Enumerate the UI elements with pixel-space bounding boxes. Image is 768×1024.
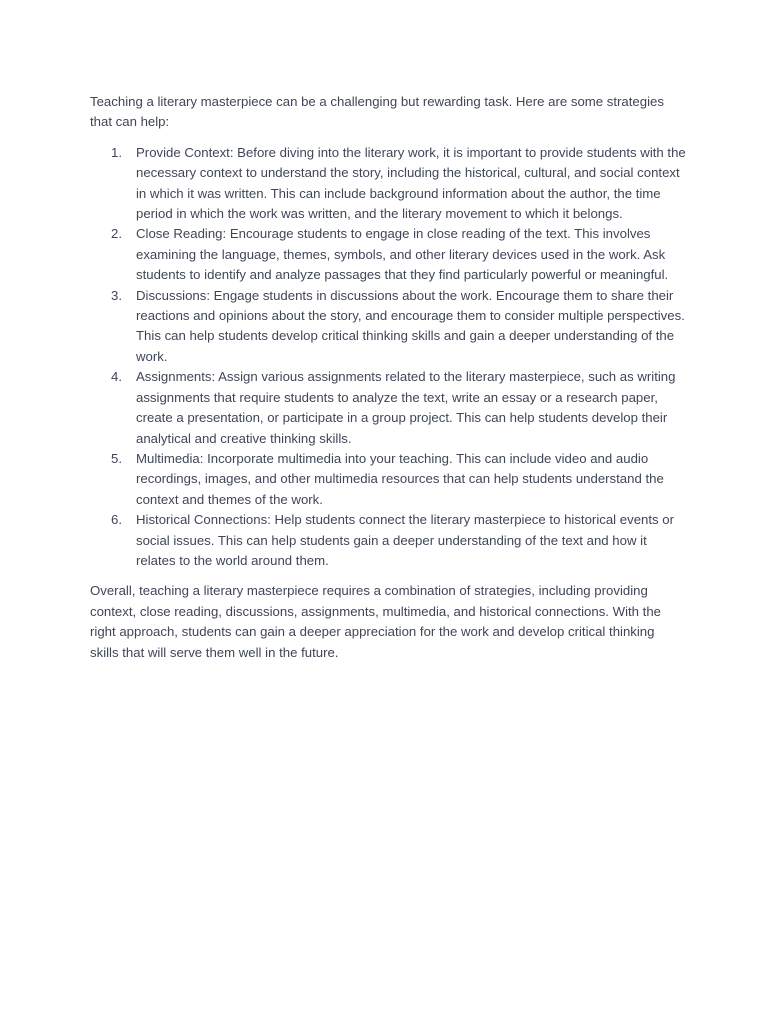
conclusion-paragraph: Overall, teaching a literary masterpiece requires a combination of strategies, including providing context, close reading, discussions, assignments, multimedia, and historical connections. With the right approach, students can gain a deeper appreciation for the work and develop critical thinking skills that will serve them well in the future.: [90, 583, 662, 660]
list-item-number: 1.: [111, 144, 122, 160]
list-item-number: 5.: [111, 450, 122, 466]
list-item-text: Discussions: Engage students in discussions about the work. Encourage them to share their reactions and opinions about the story, and encourage them to consider multiple perspectives. This can help students develop critical thinking skills and gain a deeper understanding of the work.: [136, 287, 685, 364]
list-item-text: Multimedia: Incorporate multimedia into your teaching. This can include video and audio recordings, images, and other multimedia resources that can help students understand the context and themes of the work.: [136, 450, 664, 507]
list-item-number: 6.: [111, 512, 122, 528]
list-item: [90, 286, 686, 368]
list-item-text: Assignments: Assign various assignments related to the literary masterpiece, such as writing assignments that require students to analyze the text, write an essay or a research paper, create a presentation, or participate in a group project. This can help students develop their analytical and creative thinking skills.: [136, 369, 676, 446]
list-item: [90, 449, 686, 510]
list-item-text: Close Reading: Encourage students to engage in close reading of the text. This involves examining the language, themes, symbols, and other literary devices used in the work. Ask students to identify and analyze passages that they find particularly powerful or meaningful.: [136, 226, 669, 283]
list-item: [90, 510, 686, 571]
list-item: [90, 143, 686, 225]
list-item: [90, 224, 686, 285]
list-item-text: Historical Connections: Help students connect the literary masterpiece to historical events or social issues. This can help students gain a deeper understanding of the text and how it relates to the world around them.: [136, 512, 675, 568]
strategies-list: [90, 143, 686, 572]
intro-paragraph: Teaching a literary masterpiece can be a challenging but rewarding task. Here are some strategies that can help:: [90, 94, 664, 130]
list-item-number: 4.: [111, 369, 122, 385]
document-body: [90, 92, 686, 663]
list-item-number: 2.: [111, 226, 122, 242]
list-item-number: 3.: [111, 287, 122, 303]
list-item-text: Provide Context: Before diving into the literary work, it is important to provide students with the necessary context to understand the story, including the historical, cultural, and social context in which it was written. This can include background information about the author, the time period in which the work was written, and the literary movement to which it belongs.: [136, 144, 686, 222]
list-item: [90, 367, 686, 449]
